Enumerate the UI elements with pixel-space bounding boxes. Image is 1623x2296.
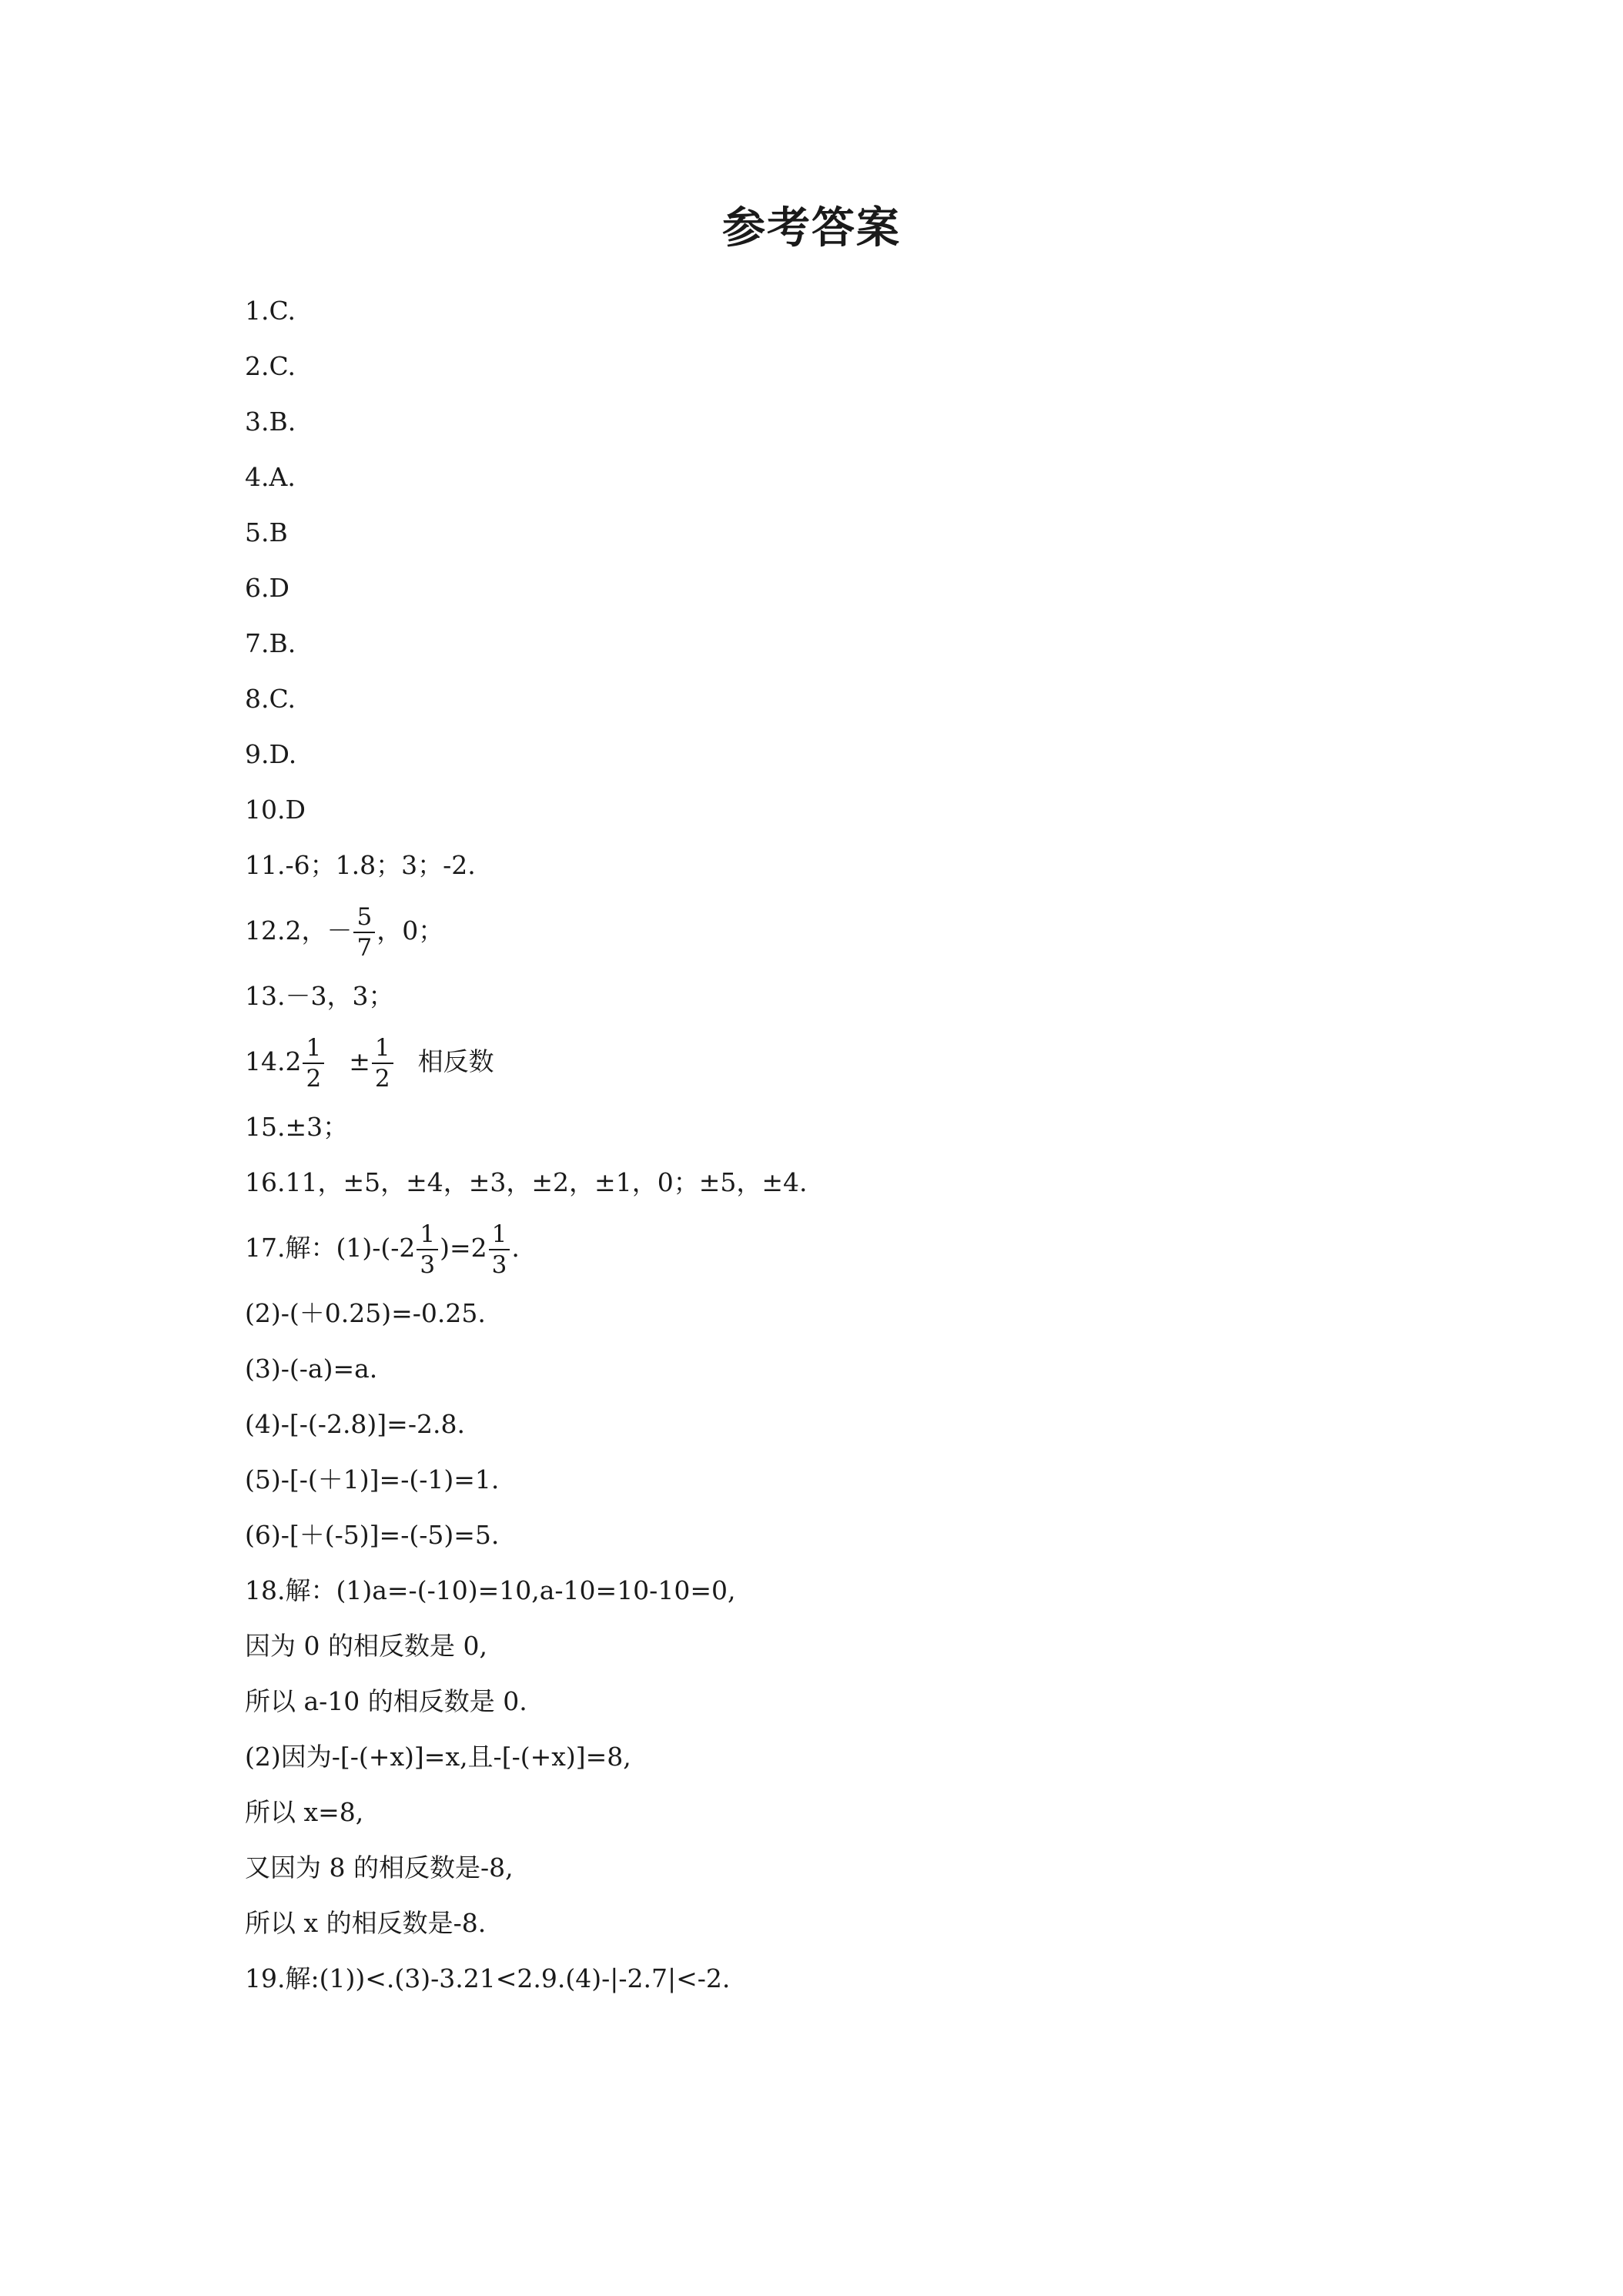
answer-17-line-2: (2)-(＋0.25)=-0.25. (245, 1298, 486, 1328)
answer-18-line-6: 又因为 8 的相反数是-8, (245, 1853, 514, 1883)
answer-18-line-4: (2)因为-[-(+x)]=x,且-[-(+x)]=8, (245, 1742, 631, 1772)
answer-12-prefix: 12.2，－ (245, 915, 353, 946)
page-title: 参考答案 (722, 203, 901, 253)
answer-13: 13.－3，3； (245, 981, 394, 1011)
fraction (353, 902, 375, 962)
fraction-denominator: 2 (306, 1064, 322, 1093)
answer-17-line-6: (6)-[＋(-5)]=-(-5)=5. (245, 1520, 500, 1550)
answer-12-suffix: ，0； (376, 915, 444, 946)
answer-18-line-5: 所以 x=8, (245, 1797, 364, 1827)
fraction-denominator: 3 (491, 1250, 507, 1279)
fraction-denominator: 2 (374, 1064, 390, 1093)
fraction (489, 1220, 510, 1279)
fraction (417, 1220, 438, 1279)
fraction-numerator: 1 (489, 1223, 510, 1250)
answer-1: 1.C. (245, 296, 296, 326)
plus-minus: ± (349, 1046, 370, 1076)
answer-15: 15.±3； (245, 1112, 349, 1142)
answer-10: 10.D (245, 795, 306, 825)
answer-17-line-4: (4)-[-(-2.8)]=-2.8. (245, 1409, 465, 1439)
answer-5: 5.B (245, 517, 288, 547)
answer-4: 4.A. (245, 462, 296, 492)
fraction-numerator: 5 (353, 905, 375, 933)
answer-list (245, 283, 1400, 2006)
answer-6: 6.D (245, 573, 289, 603)
answer-17-middle: )=2 (440, 1233, 487, 1263)
answer-17-line-3: (3)-(-a)=a. (245, 1354, 378, 1384)
answer-14 (245, 1024, 1400, 1099)
fraction-denominator: 7 (356, 933, 373, 962)
answer-17-line-5: (5)-[-(＋1)]=-(-1)=1. (245, 1464, 500, 1494)
answer-12 (245, 893, 1400, 969)
fraction-numerator: 1 (303, 1036, 324, 1064)
answer-7: 7.B. (245, 628, 296, 658)
answer-18-line-3: 所以 a-10 的相反数是 0. (245, 1686, 527, 1716)
answer-19: 19.解:(1))<.(3)-3.21<2.9.(4)-|-2.7|<-2. (245, 1963, 731, 1993)
answer-16: 16.11，±5，±4，±3，±2，±1，0；±5，±4. (245, 1167, 808, 1197)
fraction-denominator: 3 (420, 1250, 436, 1279)
answer-3: 3.B. (245, 407, 296, 437)
answer-14-suffix: 相反数 (417, 1046, 494, 1076)
answer-11: 11.-6；1.8；3；-2. (245, 850, 476, 880)
fraction-numerator: 1 (372, 1036, 393, 1064)
answer-17-line-1 (245, 1210, 1400, 1286)
answer-18-line-7: 所以 x 的相反数是-8. (245, 1908, 487, 1938)
answer-17-suffix: . (511, 1233, 520, 1263)
answer-2: 2.C. (245, 351, 296, 381)
fraction (303, 1033, 324, 1093)
fraction (372, 1033, 393, 1093)
answer-17-prefix: 17.解：(1)-(-2 (245, 1233, 416, 1263)
fraction-numerator: 1 (417, 1223, 438, 1250)
answer-9: 9.D. (245, 739, 297, 769)
answer-18-line-1: 18.解：(1)a=-(-10)=10,a-10=10-10=0, (245, 1575, 736, 1605)
answer-14-prefix: 14.2 (245, 1046, 302, 1076)
answer-8: 8.C. (245, 684, 296, 714)
answer-18-line-2: 因为 0 的相反数是 0, (245, 1631, 487, 1661)
